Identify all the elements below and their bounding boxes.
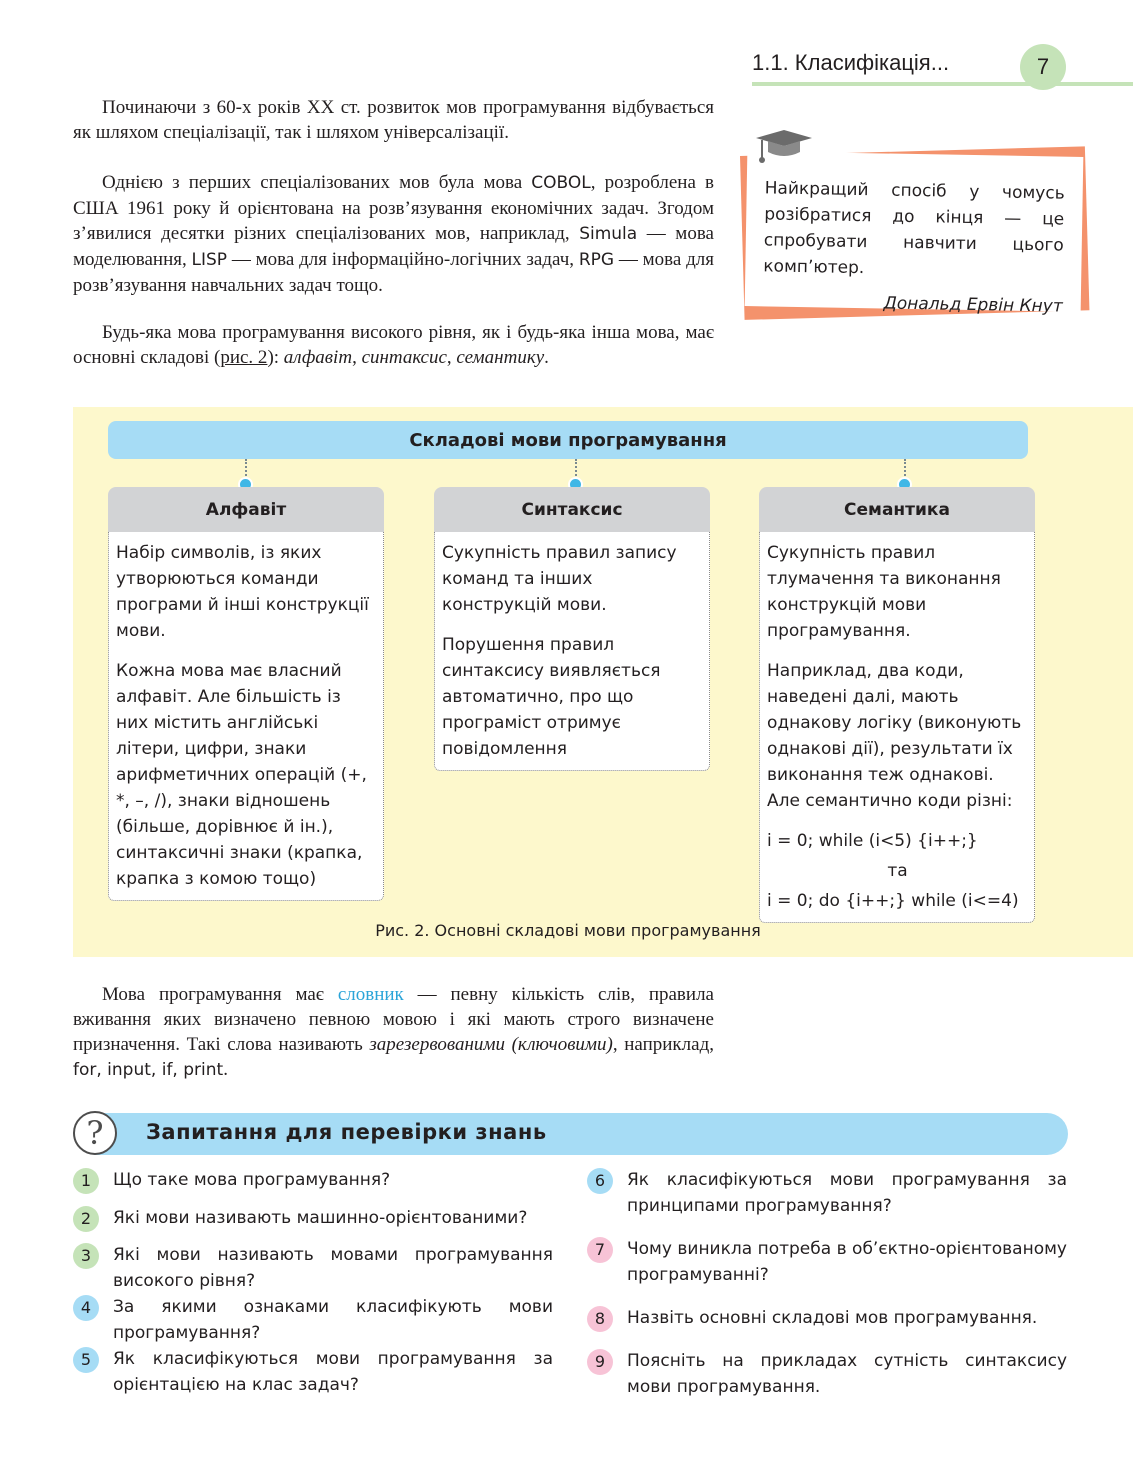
question-item xyxy=(73,1205,553,1231)
quote-card xyxy=(745,151,1084,317)
column-title: Алфавіт xyxy=(108,487,384,532)
paragraph-4-text: , наприклад, xyxy=(612,1034,714,1055)
column-paragraph: Набір символів, із яких утворюються команди програми й інші конструкції мови. xyxy=(116,543,369,641)
column-paragraph: Наприклад, два коди, наведені далі, мають однакову логіку (виконують однакові дії), результати їх виконання теж однакові. Але семантично коди різні: xyxy=(767,661,1022,811)
code-example-1: i = 0; while (i<5) {i++;} xyxy=(767,831,978,851)
term-lisp: LISP xyxy=(191,250,228,270)
column-title: Семантика xyxy=(759,487,1035,532)
term-syntax: синтаксис xyxy=(361,347,447,368)
quote-author: Дональд Ервін Кнут xyxy=(883,293,1063,317)
figure-panel xyxy=(73,407,1133,957)
question-number: 2 xyxy=(73,1206,99,1232)
column-body xyxy=(759,532,1035,923)
term-cobol: COBOL xyxy=(531,173,591,193)
question-number: 6 xyxy=(587,1168,613,1194)
term-alphabet: алфавіт xyxy=(283,347,353,368)
column-paragraph: Сукупність правил запису команд та інших конструкцій мови. xyxy=(442,543,677,615)
paragraph-4-text: Мова програмування має xyxy=(102,984,338,1005)
column-alphabet xyxy=(108,487,384,901)
question-text: За якими ознаками класифікують мови програмування? xyxy=(113,1297,553,1343)
question-item xyxy=(587,1305,1067,1331)
question-text: Поясніть на прикладах сутність синтаксису мови програмування. xyxy=(627,1351,1067,1397)
question-number: 1 xyxy=(73,1168,99,1194)
code-separator: та xyxy=(887,861,908,881)
figure-caption: Рис. 2. Основні складові мови програмування xyxy=(375,921,761,940)
column-paragraph: Кожна мова має власний алфавіт. Але більшість із них містить англійські літери, цифри, знаки арифметичних операцій (+, *, –, /), знаки відношень (більше, дорівнює й ін.), синтаксичні знаки (крапка, крапка з комою тощо) xyxy=(116,661,367,889)
question-item xyxy=(73,1167,553,1193)
header-rule xyxy=(752,82,1133,86)
question-number: 4 xyxy=(73,1295,99,1321)
question-number: 8 xyxy=(587,1306,613,1332)
paragraph-2-text: — мова моделювання, xyxy=(73,223,714,270)
question-item xyxy=(73,1294,553,1346)
column-paragraph: Порушення правил синтаксису виявляється автоматично, про що програміст отримує повідомлення xyxy=(442,635,661,759)
column-body xyxy=(434,532,710,771)
question-text: Назвіть основні складові мов програмування. xyxy=(627,1308,1038,1328)
column-body xyxy=(108,532,384,901)
column-paragraph: Сукупність правил тлумачення та виконання конструкцій мови програмування. xyxy=(767,543,1001,641)
question-text: Які мови називають машинно-орієнтованими? xyxy=(113,1208,528,1228)
paragraph-2-text: , розроблена в США 1961 року й орієнтована на розв’язування економічних задач. Згодом з’явилися десятки різних спеціалізованих мов, наприклад, xyxy=(73,172,714,244)
term-simula: Simula xyxy=(579,224,638,244)
column-title: Синтаксис xyxy=(434,487,710,532)
paragraph-2-text: Однією з перших спеціалізованих мов була мова xyxy=(102,172,532,193)
question-mark-icon: ? xyxy=(73,1111,117,1155)
question-item xyxy=(587,1236,1067,1288)
paragraph-1: Починаючи з 60-х років XX ст. розвиток мов програмування відбувається як шляхом спеціалізації, так і шляхом універсалізації. xyxy=(73,97,714,143)
separator: , xyxy=(352,347,362,368)
paragraph-4 xyxy=(73,982,714,1083)
question-number: 5 xyxy=(73,1347,99,1373)
paragraph-3-text: ): xyxy=(267,347,284,368)
question-text: Які мови називають мовами програмування високого рівня? xyxy=(113,1245,553,1291)
question-number: 9 xyxy=(587,1349,613,1375)
chapter-title: 1.1. Класифікація... xyxy=(752,50,950,75)
question-item xyxy=(587,1348,1067,1400)
graduation-cap-icon xyxy=(754,128,814,168)
code-example-2: i = 0; do {i++;} while (i<=4) xyxy=(767,891,1019,911)
term-reserved: зарезервованими (ключовими) xyxy=(369,1034,613,1055)
question-number: 7 xyxy=(587,1237,613,1263)
paragraph-4-text: . xyxy=(223,1059,228,1080)
question-text: Як класифікуються мови програмування за орієнтацією на клас задач? xyxy=(113,1349,553,1395)
question-item xyxy=(73,1346,553,1398)
paragraph-2-text: — мова для розв’язування навчальних задач тощо. xyxy=(73,249,714,296)
separator: . xyxy=(544,347,549,368)
question-text: Як класифікуються мови програмування за принципами програмування? xyxy=(627,1170,1067,1216)
term-semantics: семантику xyxy=(456,347,545,368)
paragraph-3 xyxy=(73,320,714,370)
paragraph-2 xyxy=(73,170,714,298)
separator: , xyxy=(446,347,457,368)
question-item xyxy=(587,1167,1067,1219)
column-syntax xyxy=(434,487,710,771)
question-text: Чому виникла потреба в об’єктно-орієнтованому програмуванні? xyxy=(627,1239,1067,1285)
question-text: Що таке мова програмування? xyxy=(113,1170,391,1190)
question-item xyxy=(73,1242,553,1294)
term-dictionary: словник xyxy=(337,984,404,1005)
term-rpg: RPG xyxy=(578,250,615,270)
column-semantics xyxy=(759,487,1035,923)
page-number: 7 xyxy=(1020,44,1066,90)
keywords-list: for, input, if, print xyxy=(73,1060,224,1080)
figure-reference-link[interactable]: рис. 2 xyxy=(220,347,268,368)
questions-title: Запитання для перевірки знань xyxy=(146,1120,547,1144)
quote-text: Найкращий спосіб у чомусь розібратися до кінця — це спробувати навчити цього комп’ютер. xyxy=(763,178,1065,279)
question-number: 3 xyxy=(73,1243,99,1269)
figure-heading: Складові мови програмування xyxy=(108,421,1028,459)
paragraph-3-text: Будь-яка мова програмування високого рівня, як і будь-яка інша мова, має основні складові ( xyxy=(73,322,714,368)
quote-box xyxy=(740,148,1088,320)
paragraph-2-text: — мова для інформаційно-логічних задач, xyxy=(227,249,579,270)
paragraph-4-text: — певну кількість слів, правила вживання яких визначено певною мовою і які мають строго визначене призначення. Такі слова називають xyxy=(73,984,714,1055)
